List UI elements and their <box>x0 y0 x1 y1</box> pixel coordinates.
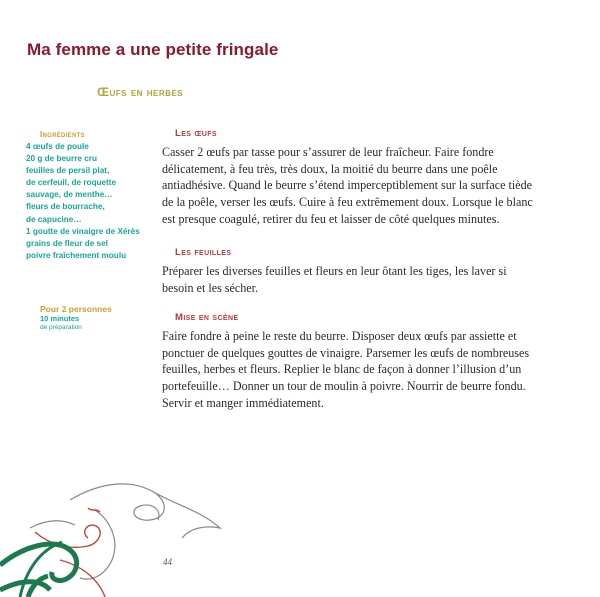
section-title: Mise en scène <box>175 312 239 323</box>
section-text: Faire fondre à peine le reste du beurre. Disposer deux œufs par assiette et ponctuer de quelques gouttes de vinaigre. Parsemer les œufs de nombreuses feuilles, herbes et fleurs. Replier le blanc de façon à donner l’illusion d’un portefeuille… Donner un tour de moulin à poivre. Nourrir de beurre fondu. Servir et manger immédiatement. <box>162 329 530 410</box>
recipe-title: Œufs en herbes <box>97 85 184 99</box>
ingredient-item: grains de fleur de sel <box>26 238 108 248</box>
servings-persons: Pour 2 personnes <box>40 304 112 314</box>
section-title: Les feuilles <box>175 247 232 258</box>
ingredient-item: 1 goutte de vinaigre de Xérès <box>26 226 140 236</box>
ingredient-item: poivre fraîchement moulu <box>26 250 127 260</box>
prep-label: de préparation <box>40 324 82 331</box>
section-text: Préparer les diverses feuilles et fleurs en leur ôtant les tiges, les laver si besoin et les sécher. <box>162 264 507 295</box>
herb-illustration <box>0 450 250 597</box>
page-number: 44 <box>163 557 172 567</box>
herb-stroke-green <box>0 544 77 597</box>
ingredient-item: 20 g de beurre cru <box>26 154 97 164</box>
ingredient-item: de cerfeuil, de roquette <box>26 178 117 188</box>
section-plating <box>162 311 538 412</box>
ingredient-item: fleurs de bourrache, <box>26 202 105 212</box>
section-eggs <box>162 127 538 228</box>
prep-time: 10 minutes <box>40 314 80 323</box>
ingredient-item: de capucine… <box>26 214 82 224</box>
servings-info <box>40 304 112 332</box>
ingredients-heading: Ingrédients <box>40 130 85 139</box>
herb-stroke-grey <box>30 484 220 579</box>
ingredient-item: feuilles de persil plat, <box>26 166 110 176</box>
ingredient-item: sauvage, de menthe… <box>26 190 113 200</box>
ingredients-panel <box>26 130 161 262</box>
section-title: Les œufs <box>175 128 217 139</box>
ingredients-list <box>26 141 161 262</box>
section-text: Casser 2 œufs par tasse pour s’assurer de leur fraîcheur. Faire fondre délicatement, à feu très, très doux, la moitié du beurre dans une poêle antiadhésive. Quand le beurre s’étend imperceptiblement sur la surface tiède de la poêle, verser les œufs. Cuire à feu extrêmement doux. Lorsque le blanc est presque coagulé, retirer du feu et laisser de côté quelques minutes. <box>162 145 533 226</box>
section-leaves <box>162 246 538 296</box>
ingredient-item: 4 œufs de poule <box>26 142 89 151</box>
chapter-title: Ma femme a une petite fringale <box>27 40 279 59</box>
